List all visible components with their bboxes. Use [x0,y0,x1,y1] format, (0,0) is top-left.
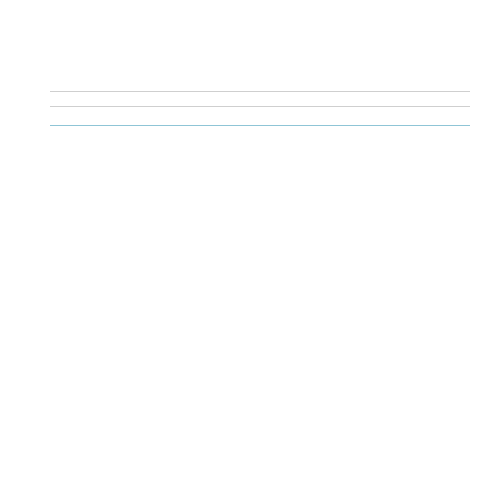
section-rule [50,125,470,126]
model-header-row [0,92,500,106]
header-bottom-rule [50,106,470,107]
